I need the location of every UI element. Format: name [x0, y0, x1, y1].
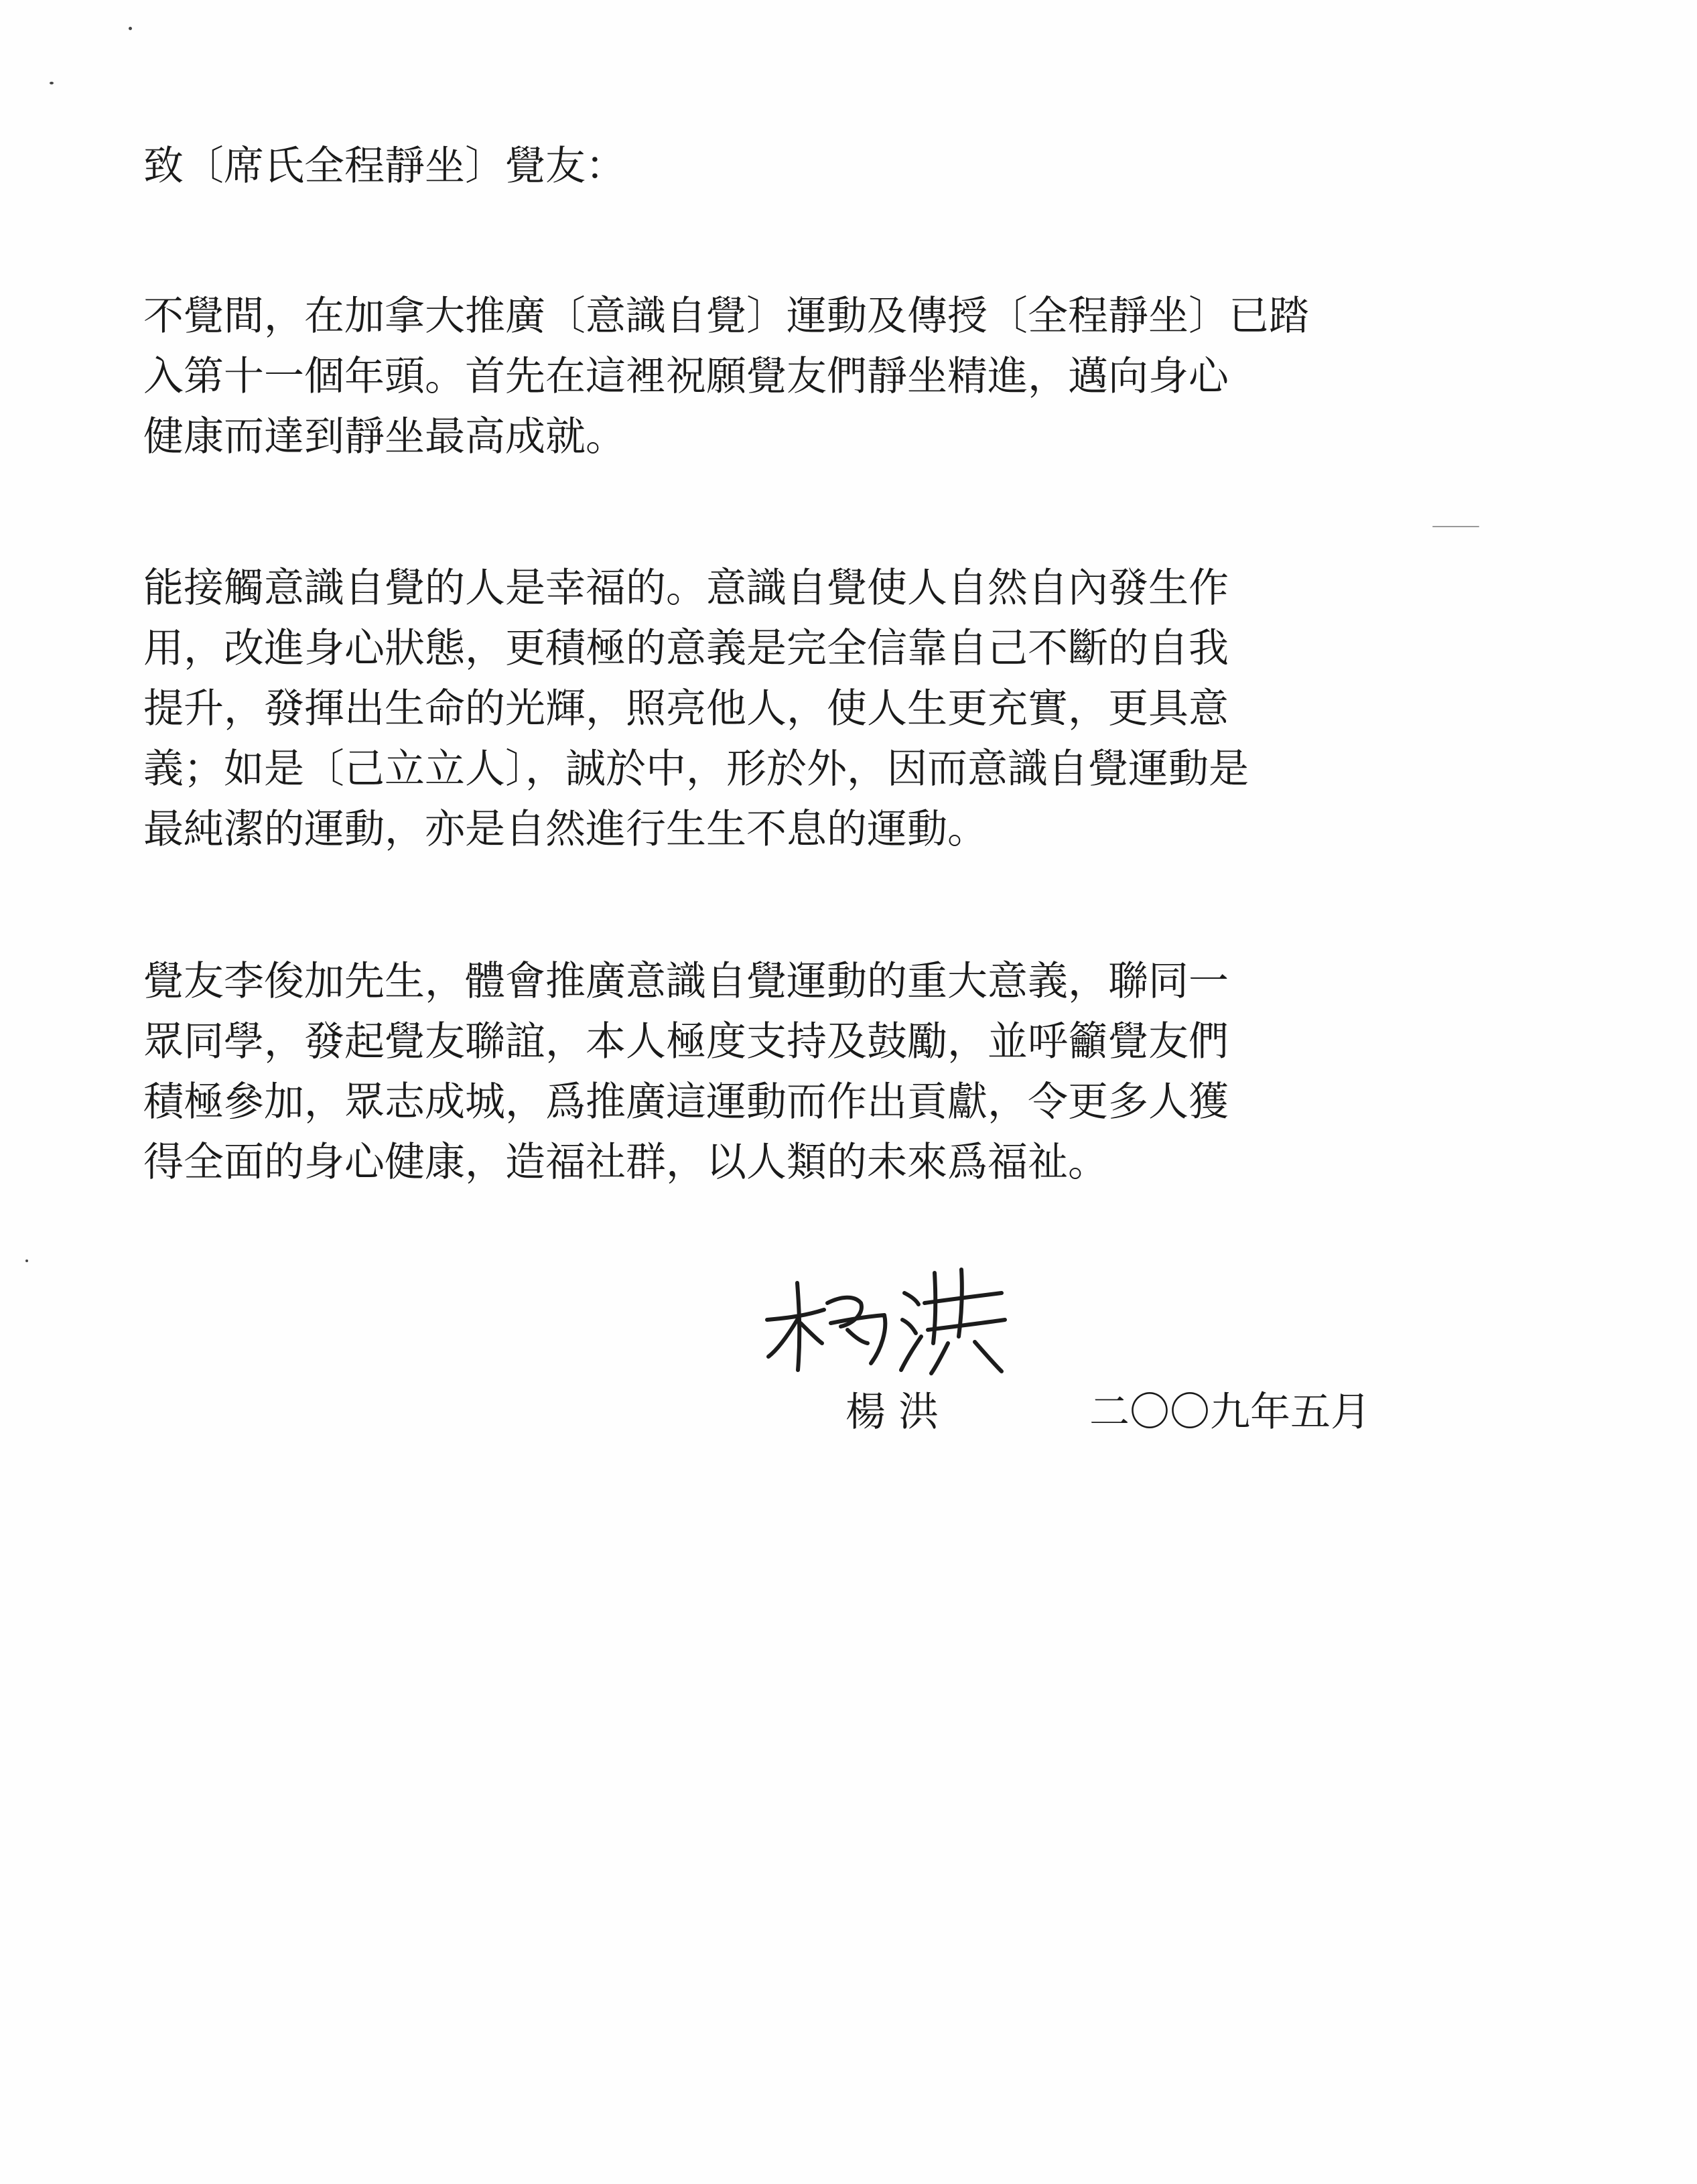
paragraph-1-line-2: 入第十一個年頭。首先在這裡祝願覺友們靜坐精進，邁向身心: [143, 353, 1229, 400]
scan-speck: [129, 27, 132, 30]
paragraph-2-line-1: 能接觸意識自覺的人是幸福的。意識自覺使人自然自內發生作: [143, 565, 1229, 612]
paragraph-3-line-2: 眾同學，發起覺友聯誼，本人極度支持及鼓勵，並呼籲覺友們: [143, 1018, 1229, 1065]
paragraph-3-line-1: 覺友李俊加先生，體會推廣意識自覺運動的重大意義，聯同一: [143, 958, 1229, 1005]
paragraph-2-line-2: 用，改進身心狀態，更積極的意義是完全信靠自己不斷的自我: [143, 625, 1229, 672]
paragraph-2-line-3: 提升，發揮出生命的光輝，照亮他人，使人生更充實，更具意: [143, 685, 1229, 732]
paragraph-2-line-5: 最純潔的運動，亦是自然進行生生不息的運動。: [143, 806, 988, 853]
scan-speck: [50, 82, 54, 84]
handwritten-signature: [760, 1256, 1015, 1380]
paragraph-2-line-4: 義；如是〔己立立人〕，誠於中，形於外，因而意識自覺運動是: [143, 746, 1249, 793]
signer-name: 楊 洪: [845, 1389, 939, 1436]
scan-speck: [25, 1259, 28, 1262]
scan-speck: [1432, 526, 1479, 527]
salutation: 致〔席氏全程靜坐〕覺友：: [143, 143, 626, 190]
paragraph-1-line-1: 不覺間，在加拿大推廣〔意識自覺〕運動及傳授〔全程靜坐〕已踏: [143, 293, 1309, 340]
paragraph-1-line-3: 健康而達到靜坐最高成就。: [143, 413, 626, 460]
letter-date: 二〇〇九年五月: [1089, 1389, 1371, 1436]
paragraph-3-line-4: 得全面的身心健康，造福社群，以人類的未來爲福祉。: [143, 1139, 1108, 1186]
paragraph-3-line-3: 積極參加，眾志成城，爲推廣這運動而作出貢獻，令更多人獲: [143, 1079, 1229, 1125]
